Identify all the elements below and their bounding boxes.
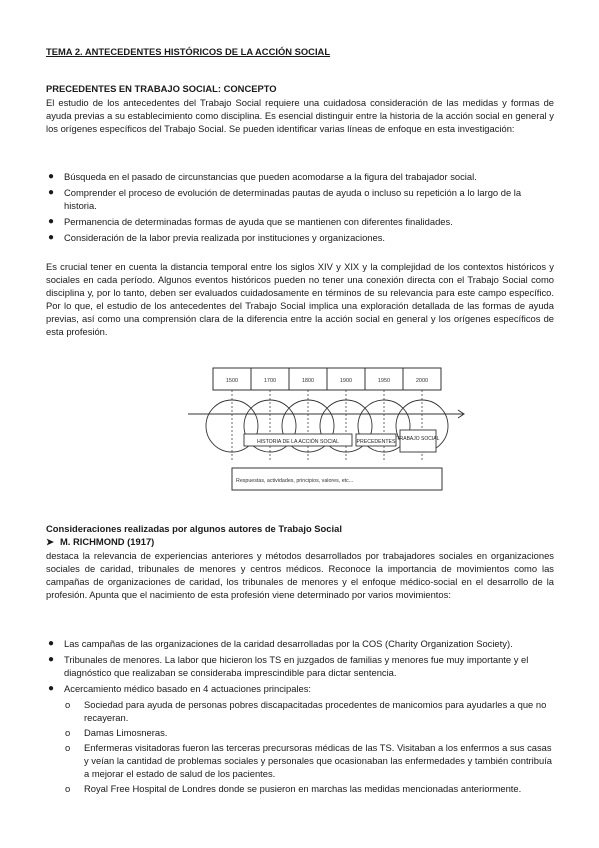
list-item: ● Las campañas de las organizaciones de la caridad desarrolladas por la COS (Charity Organization Society).: [48, 638, 513, 649]
list-item: ● Acercamiento médico basado en 4 actuaciones principales:: [48, 683, 312, 694]
bullet-icon: ●: [48, 232, 55, 243]
paragraph-context: Es crucial tener en cuenta la distancia temporal entre los siglos XIV y XIX y la complejidad de los contextos históricos y sociales en cada período. Algunos eventos históricos pueden no tener una conexión directa con el Trabajo Social como disciplina y, por lo tanto, deben ser evaluados cuidadosamente en términos de su relevancia para este campo específico. Por lo que, el estudio de los antecedentes del Trabajo Social implica una exploración detallada de las formas de ayuda previas, así como una comprensión clara de la diferencia entre la acción social en general y los orígenes específicos de esta profesión.: [46, 261, 554, 337]
list-item: ● Comprender el proceso de evolución de determinadas pautas de ayuda o incluso su repetición a lo largo de la historia.: [48, 187, 522, 211]
paragraph-richmond: destaca la relevancia de experiencias anteriores y métodos desarrollados por trabajadores sociales en organizaciones sociales de caridad, tribunales de menores y centros médicos. Reconoce la importancia de movimientos como las campañas de organizaciones de caridad, los tribunales de menores y el enfoque médico-social en el desarrollo de la profesión. Apunta que el nacimiento de esta profesión viene determinado por varios movimientos:: [46, 550, 554, 600]
bullet-list: [46, 637, 554, 797]
author-heading: ➤ M. RICHMOND (1917): [46, 536, 155, 547]
year-label: 1950: [377, 378, 391, 384]
list-item: ● Consideración de la labor previa realizada por instituciones y organizaciones.: [48, 232, 386, 243]
section-heading: Consideraciones realizadas por algunos autores de Trabajo Social: [46, 523, 342, 534]
year-label: 2000: [415, 378, 429, 384]
list-item: ● Permanencia de determinadas formas de ayuda que se mantienen con diferentes finalidades.: [48, 216, 453, 227]
year-label: 1700: [263, 378, 277, 384]
bullet-icon: ●: [48, 683, 55, 694]
list-item: ● Tribunales de menores. La labor que hicieron los TS en juzgados de familias y menores fue muy importante y el diagnóstico que realizaban se consideraba imprescindible para dictar sentencia.: [48, 654, 529, 678]
year-label: 1500: [225, 378, 239, 384]
circle-bullet-icon: o: [65, 783, 71, 794]
label-precedents: PRECEDENTES: [356, 439, 396, 445]
circle-bullet-icon: o: [65, 699, 71, 710]
sub-list-item: o Royal Free Hospital de Londres donde se pusieron en marchas las medidas mencionadas anteriormente.: [65, 783, 522, 794]
sub-list-item: o Sociedad para ayuda de personas pobres discapacitadas procedentes de manicomios para ayudarles a que no recayeran.: [65, 699, 547, 723]
bullet-icon: ●: [48, 654, 55, 665]
bullet-icon: ●: [48, 638, 55, 649]
bullet-icon: ●: [48, 171, 55, 182]
sub-list-item: o Enfermeras visitadoras fueron las terceras precursoras médicas de las TS. Visitaban a los enfermos a sus casas y veían la cantidad de problemas sociales y personales que ocasionaban las enfermedades y también contribuía a mejorar el estado de salud de los pacientes.: [65, 742, 552, 779]
bullet-list: [46, 170, 554, 247]
circle-bullet-icon: o: [65, 742, 71, 753]
section-heading: PRECEDENTES EN TRABAJO SOCIAL: CONCEPTO: [46, 83, 277, 94]
circle-bullet-icon: o: [65, 727, 71, 738]
year-label: 1900: [339, 378, 353, 384]
list-item: ● Búsqueda en el pasado de circunstancias que pueden acomodarse a la figura del trabajador social.: [48, 171, 477, 182]
sub-list-item: o Damas Limosneras.: [65, 727, 168, 738]
timeline-diagram: [178, 360, 478, 500]
arrow-bullet-icon: ➤: [46, 536, 54, 547]
bullet-icon: ●: [48, 187, 55, 198]
paragraph-intro: El estudio de los antecedentes del Trabajo Social requiere una cuidadosa consideración de las medidas y formas de ayuda previas a su establecimiento como disciplina. Es esencial distinguir entre la historia de la acción social en general y los orígenes específicos del Trabajo Social. Se pueden identificar varias líneas de enfoque en esta investigación:: [46, 97, 554, 134]
year-label: 1800: [301, 378, 315, 384]
label-history: HISTORIA DE LA ACCIÓN SOCIAL: [256, 439, 340, 445]
document-title: TEMA 2. ANTECEDENTES HISTÓRICOS DE LA ACCIÓN SOCIAL: [46, 46, 331, 57]
bullet-icon: ●: [48, 216, 55, 227]
diagram-footer: Respuestas, actividades, principios, valores, etc...: [236, 478, 354, 484]
label-ts: TRABAJO SOCIAL: [396, 436, 440, 442]
